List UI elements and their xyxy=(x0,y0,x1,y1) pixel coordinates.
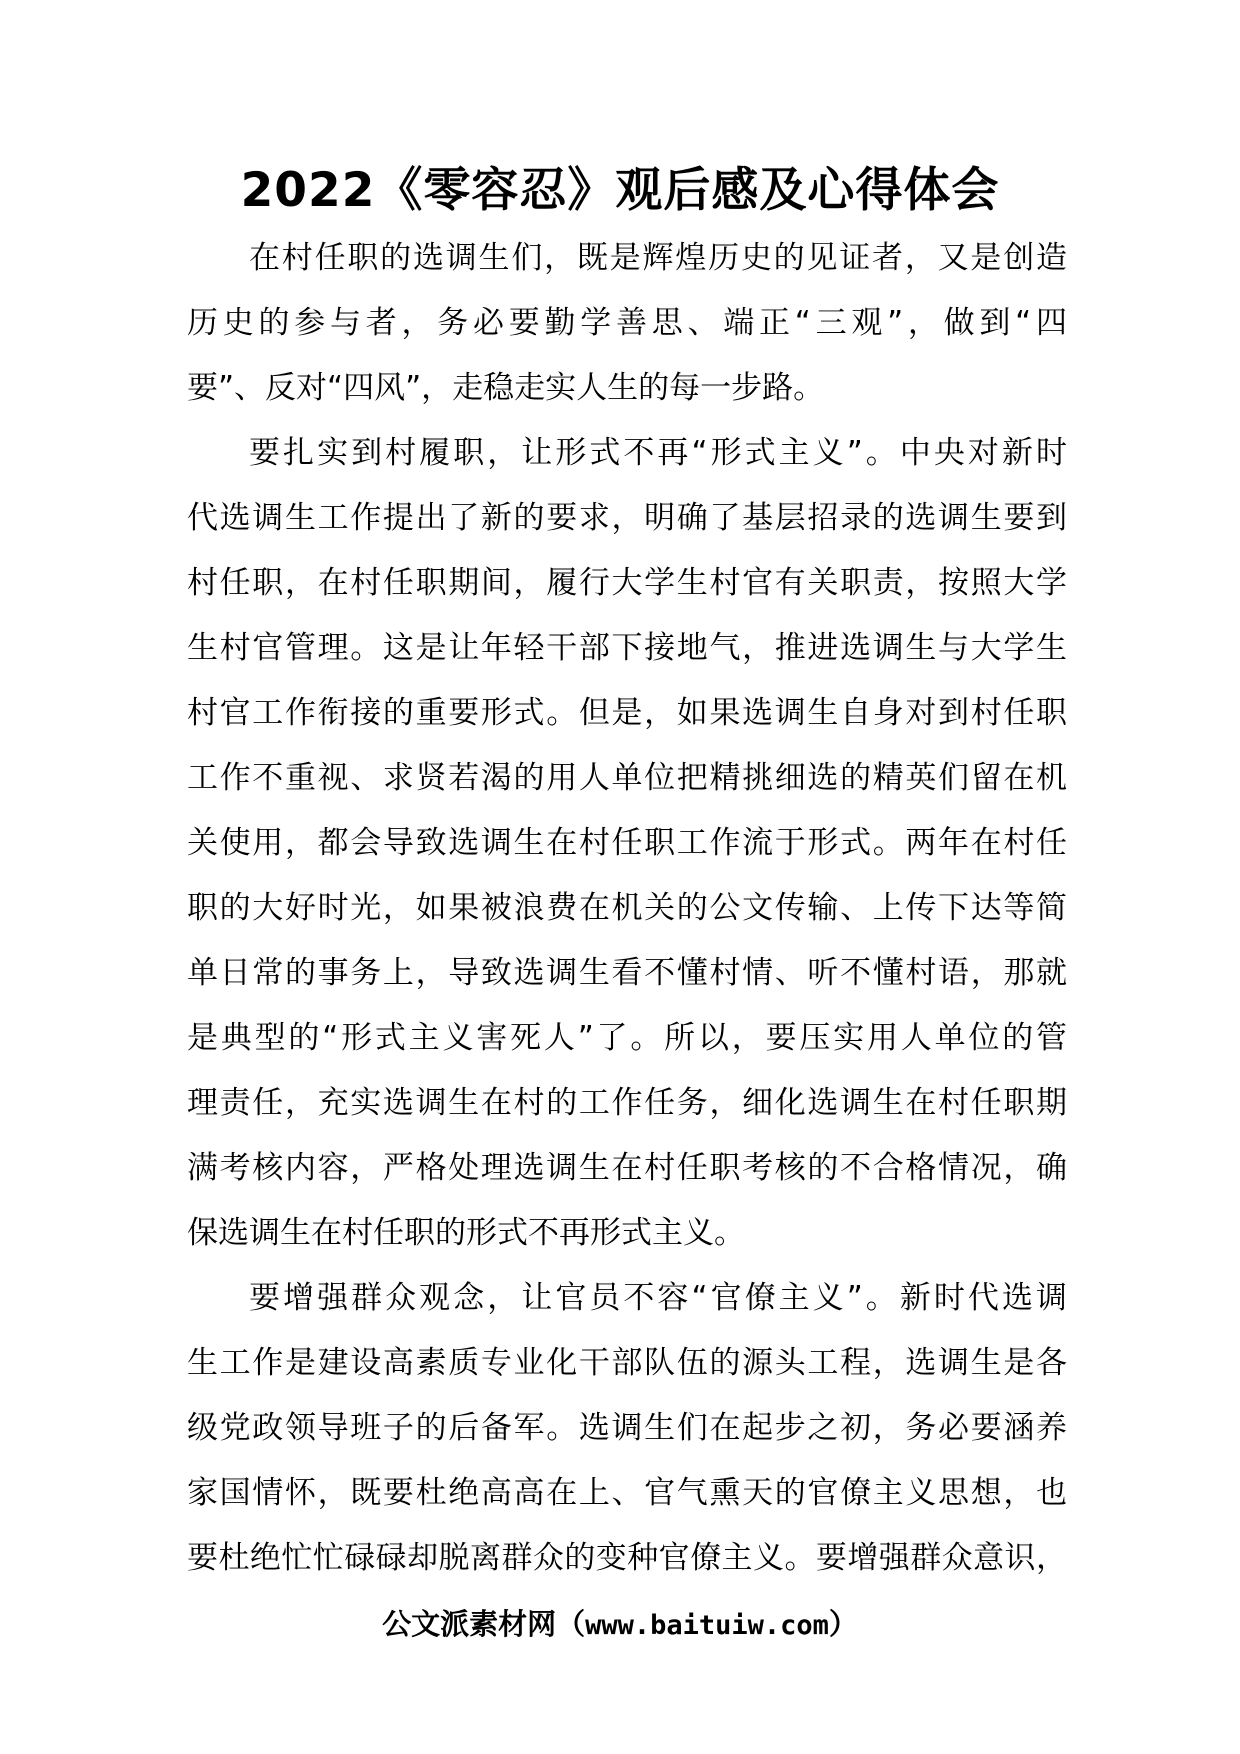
footer-close-paren: ） xyxy=(828,1607,858,1641)
paragraph-line: 满考核内容，严格处理选调生在村任职考核的不合格情况，确 xyxy=(187,1150,1067,1186)
paragraph-line: 生村官管理。这是让年轻干部下接地气，推进选调生与大学生 xyxy=(187,630,1067,666)
paragraph-line: 要杜绝忙忙碌碌却脱离群众的变种官僚主义。要增强群众意识， xyxy=(187,1540,1067,1576)
paragraph-line: 理责任，充实选调生在村的工作任务，细化选调生在村任职期 xyxy=(187,1085,1067,1121)
paragraph-line: 历史的参与者，务必要勤学善思、端正“三观”，做到“四 xyxy=(187,305,1067,341)
paragraph-line: 村官工作衔接的重要形式。但是，如果选调生自身对到村任职 xyxy=(187,695,1067,731)
footer-url: www.baituiw.com xyxy=(585,1610,829,1641)
footer-watermark xyxy=(0,1602,1240,1648)
paragraph-line: 生工作是建设高素质专业化干部队伍的源头工程，选调生是各 xyxy=(187,1345,1067,1381)
footer-site-name: 公文派素材网（ xyxy=(382,1607,586,1641)
paragraph-line: 代选调生工作提出了新的要求，明确了基层招录的选调生要到 xyxy=(187,500,1067,536)
paragraph-line: 在村任职的选调生们，既是辉煌历史的见证者，又是创造 xyxy=(249,240,1067,276)
paragraph-line: 职的大好时光，如果被浪费在机关的公文传输、上传下达等简 xyxy=(187,890,1067,926)
paragraph xyxy=(187,1266,1067,1591)
paragraph-line: 要增强群众观念，让官员不容“官僚主义”。新时代选调 xyxy=(249,1280,1067,1316)
paragraph-line: 家国情怀，既要杜绝高高在上、官气熏天的官僚主义思想，也 xyxy=(187,1475,1067,1511)
paragraph-line: 村任职，在村任职期间，履行大学生村官有关职责，按照大学 xyxy=(187,565,1067,601)
paragraph-line: 要”、反对“四风”，走稳走实人生的每一步路。 xyxy=(187,370,825,406)
paragraph-line: 保选调生在村任职的形式不再形式主义。 xyxy=(187,1215,745,1251)
paragraph-line: 要扎实到村履职，让形式不再“形式主义”。中央对新时 xyxy=(249,435,1067,471)
paragraph xyxy=(187,421,1067,1266)
document-body xyxy=(187,226,1067,1591)
paragraph-line: 单日常的事务上，导致选调生看不懂村情、听不懂村语，那就 xyxy=(187,955,1067,991)
paragraph-line: 级党政领导班子的后备军。选调生们在起步之初，务必要涵养 xyxy=(187,1410,1067,1446)
paragraph xyxy=(187,226,1067,421)
document-title: 2022《零容忍》观后感及心得体会 xyxy=(240,163,1000,218)
paragraph-line: 是典型的“形式主义害死人”了。所以，要压实用人单位的管 xyxy=(187,1020,1067,1056)
paragraph-line: 关使用，都会导致选调生在村任职工作流于形式。两年在村任 xyxy=(187,825,1067,861)
paragraph-line: 工作不重视、求贤若渴的用人单位把精挑细选的精英们留在机 xyxy=(187,760,1067,796)
